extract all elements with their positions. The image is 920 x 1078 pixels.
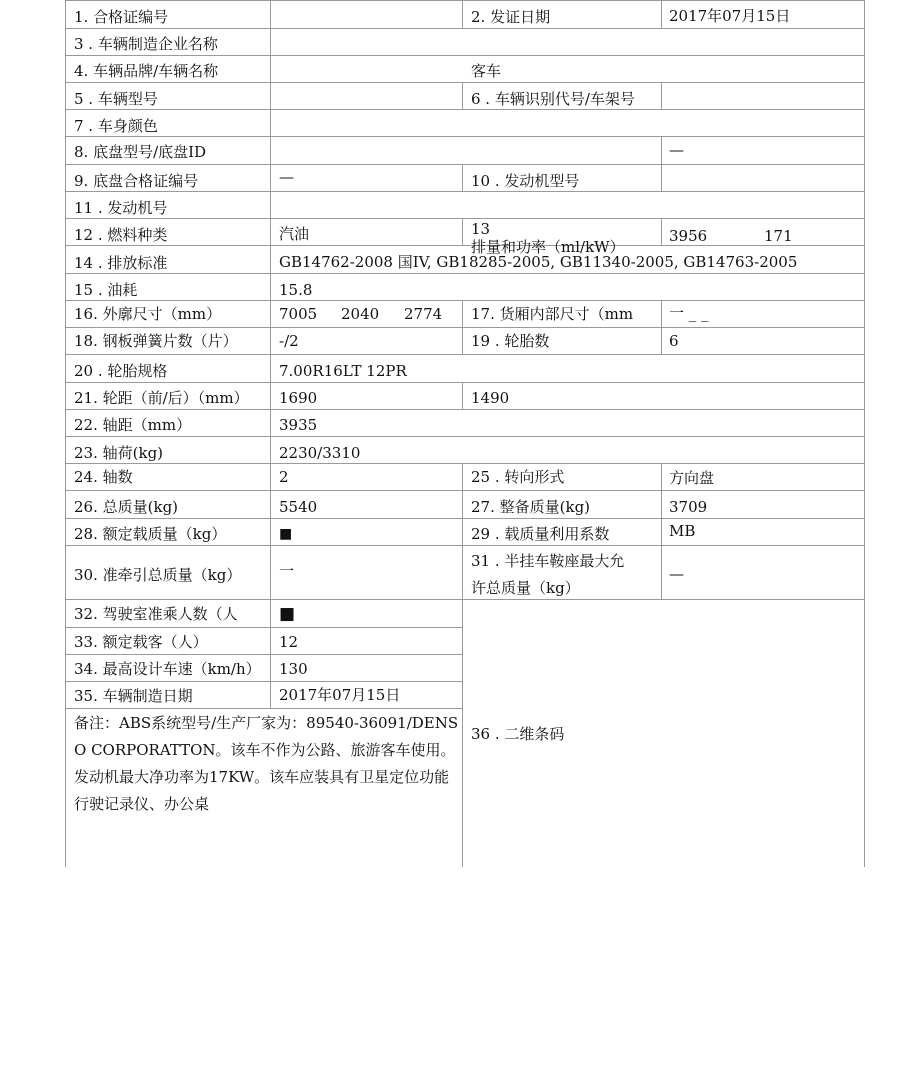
displacement-power-label-clip — [463, 219, 660, 256]
steering-type-label: 25 . 转向形式 — [471, 468, 565, 486]
rated-load-label: 28. 额定载质量（kg） — [74, 525, 227, 543]
remarks-text: 备注：ABS系统型号/生产厂家为：89540-36091/DENSO CORPORATTON。该车不作为公路、旅游客车使用。发动机最大净功率为17KW。该车应装具有卫星定位功能行驶记录仪、办公桌 — [74, 714, 459, 813]
outer-height-value: 2774 — [404, 305, 443, 323]
leaf-springs-value: -/2 — [279, 332, 299, 350]
issue-date-value: 2017年07月15日 — [669, 7, 791, 25]
fuel-consumption-label: 15 . 油耗 — [74, 281, 138, 299]
wheelbase-label: 22. 轴距（mm） — [74, 416, 192, 434]
wheelbase-value: 3935 — [279, 416, 318, 434]
saddle-max-mass-label-line2: 许总质量（kg） — [471, 579, 580, 597]
fuel-consumption-value: 15.8 — [279, 281, 313, 299]
vin-label: 6 . 车辆识别代号/车架号 — [471, 90, 635, 108]
load-utilization-value: MB — [669, 522, 696, 540]
cab-occupants-label: 32. 驾驶室准乘人数（人 — [74, 605, 238, 623]
outer-length-value: 7005 — [279, 305, 318, 323]
engine-model-label: 10 . 发动机型号 — [471, 172, 580, 190]
total-mass-value: 5540 — [279, 498, 318, 516]
outer-width-value: 2040 — [341, 305, 380, 323]
chassis-cert-value: — — [279, 168, 294, 186]
outer-dimensions-label: 16. 外廓尺寸（mm） — [74, 305, 222, 323]
rated-passengers-value: 12 — [279, 633, 299, 651]
body-color-label: 7 . 车身颜色 — [74, 117, 158, 135]
saddle-max-mass-value: — — [669, 565, 684, 583]
tire-spec-label: 20 . 轮胎规格 — [74, 362, 168, 380]
displacement-power-value-clip — [662, 219, 864, 244]
cab-occupants-value: ■ — [279, 604, 296, 624]
displacement-power-label: 13 — [471, 220, 491, 238]
steering-type-value: 方向盘 — [669, 469, 715, 487]
max-speed-label: 34. 最高设计车速（km/h） — [74, 660, 261, 678]
cargo-dimensions-value: 一 _ _ — [669, 304, 709, 322]
axle-load-label: 23. 轴荷(kg) — [74, 444, 164, 462]
leaf-springs-label: 18. 钢板弹簧片数（片） — [74, 332, 238, 350]
qr-code-label: 36 . 二维条码 — [471, 725, 565, 743]
towing-mass-value: 一 — [279, 562, 295, 580]
track-width-label: 21. 轮距（前/后）（mm） — [74, 389, 249, 407]
emission-standard-label: 14 . 排放标准 — [74, 254, 168, 272]
track-front-value: 1690 — [279, 389, 318, 407]
displacement-power-label-text: 排量和功率（ml/kW） — [471, 238, 625, 256]
axle-load-value: 2230/3310 — [279, 444, 361, 462]
total-mass-label: 26. 总质量(kg) — [74, 498, 179, 516]
chassis-id-value: — — [669, 141, 684, 159]
emission-standard-value: GB14762-2008 国IV, GB18285-2005, GB11340-2005, GB14763-2005 — [279, 253, 798, 271]
chassis-model-label: 8. 底盘型号/底盘ID — [74, 143, 207, 161]
tire-count-label: 19 . 轮胎数 — [471, 332, 550, 350]
manufacture-date-label: 35. 车辆制造日期 — [74, 687, 193, 705]
manufacture-date-value: 2017年07月15日 — [279, 686, 401, 704]
engine-number-label: 11 . 发动机号 — [74, 199, 168, 217]
track-rear-value: 1490 — [471, 389, 510, 407]
certificate-number-label: 1. 合格证编号 — [74, 8, 169, 26]
displacement-value: 3956 — [669, 227, 708, 245]
vehicle-certificate-table — [65, 0, 865, 867]
rated-load-value: ■ — [279, 526, 293, 542]
axle-count-label: 24. 轴数 — [74, 468, 133, 486]
saddle-max-mass-label-line1: 31 . 半挂车鞍座最大允 — [471, 552, 625, 570]
vehicle-model-label: 5 . 车辆型号 — [74, 90, 158, 108]
rated-passengers-label: 33. 额定载客（人） — [74, 633, 208, 651]
cargo-dimensions-label: 17. 货厢内部尺寸（mm — [471, 305, 634, 323]
chassis-cert-label: 9. 底盘合格证编号 — [74, 172, 199, 190]
issue-date-label: 2. 发证日期 — [471, 8, 551, 26]
curb-mass-label: 27. 整备质量(kg) — [471, 498, 591, 516]
max-speed-value: 130 — [279, 660, 308, 678]
fuel-type-label: 12 . 燃料种类 — [74, 226, 168, 244]
fuel-type-value: 汽油 — [279, 225, 310, 243]
load-utilization-label: 29 . 载质量利用系数 — [471, 525, 610, 543]
vehicle-name-value: 客车 — [471, 62, 502, 80]
tire-spec-value: 7.00R16LT 12PR — [279, 362, 407, 380]
tire-count-value: 6 — [669, 332, 679, 350]
towing-mass-label: 30. 准牵引总质量（kg） — [74, 566, 242, 584]
manufacturer-label: 3 . 车辆制造企业名称 — [74, 35, 218, 53]
brand-name-label: 4. 车辆品牌/车辆名称 — [74, 62, 219, 80]
axle-count-value: 2 — [279, 468, 289, 486]
curb-mass-value: 3709 — [669, 498, 708, 516]
power-value: 171 — [764, 227, 793, 245]
